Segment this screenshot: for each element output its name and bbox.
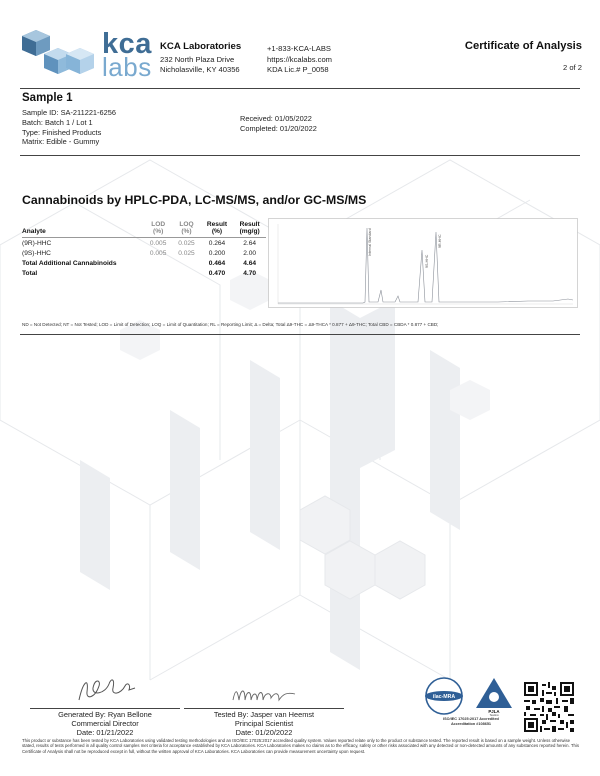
completed-date: Completed: 01/20/2022 (240, 123, 317, 133)
commercial-director-signature-block (30, 672, 180, 738)
column-header-loq: LOQ (%) (179, 221, 194, 235)
legal-disclaimer: This product or substance has been tested by KCA Laboratories using validated testing methodologies and an ISO/IEC 17025:2017 accredited quality system. Values reported relate only to the product or substance tested. The reported result is based on a sample weight. Unless otherwise stated, results of tests performed in all quality control samples met criteria for acceptance established by KCA Laboratories. KCA Laboratories makes no claims as to the efficacy, safety or other risks associated with any detected or non-detected amounts of any substances reported herein. This Certificate of Analysis shall not be reproduced except in full, without the written approval of KCA Laboratories. KCA Laboratories can provide measurement uncertainty upon request. (22, 738, 579, 754)
pjla-logo-icon (472, 676, 516, 716)
page-number: 2 of 2 (563, 63, 582, 72)
total-result-pct: 0.470 (208, 269, 226, 277)
total-result-pct: 0.464 (208, 259, 226, 267)
ilac-mra-text: ilac-MRA (432, 694, 456, 700)
total-result-mg: 4.70 (243, 269, 257, 277)
total-result-mg: 4.64 (243, 259, 257, 267)
sample-divider (20, 155, 580, 156)
column-header-result-pct: Result (%) (206, 221, 228, 235)
result-pct-value: 0.200 (208, 249, 226, 257)
loq-value: 0.025 (178, 249, 195, 257)
sample-dates (240, 114, 317, 134)
loq-value: 0.025 (178, 239, 195, 247)
total-row (22, 268, 266, 278)
lab-address-block (160, 42, 241, 76)
analyte-name: (9R)-HHC (22, 239, 52, 247)
lab-contact-block (267, 44, 332, 76)
signature-image (65, 672, 145, 708)
license-number: KDA Lic.# P_0058 (267, 65, 329, 74)
sample-id: Sample ID: SA-211221-6256 (22, 108, 116, 117)
sample-details (22, 108, 116, 147)
generated-by: Generated By: Ryan Bellone (58, 710, 152, 719)
column-header-analyte: Analyte (22, 228, 46, 235)
accreditation-number: Accreditation #108651 (450, 721, 492, 726)
total-label: Total (22, 269, 38, 277)
sample-type: Type: Finished Products (22, 127, 102, 137)
footnote-divider (20, 334, 580, 335)
address-line-2: Nicholasville, KY 40356 (160, 65, 240, 74)
lod-value: 0.005 (149, 239, 167, 247)
signature-line (30, 708, 180, 709)
cannabinoids-section-title: Cannabinoids by HPLC-PDA, LC-MS/MS, and/or GC-MS/MS (22, 193, 367, 207)
analyte-name: (9S)-HHC (22, 249, 51, 257)
table-row (22, 248, 266, 258)
column-header-lod: LOD (%) (151, 221, 166, 235)
signer-title: Principal Scientist (234, 719, 294, 729)
abbreviations-footnote: ND = Not Detected; NT = Not Tested; LOD = Limit of Detection; LOQ = Limit of Quantitation; RL = Reporting Limit; Δ = Delta; Total Δ9-THC = Δ9-THCA * 0.877 + Δ9-THC; Total CBD = CBDA * 0.877 + CBD; (22, 322, 439, 327)
header-divider (20, 88, 580, 89)
pjla-text: PJLA (488, 709, 500, 714)
column-header-result-mg: Result (mg/g) (239, 221, 260, 235)
lod-value: 0.005 (149, 249, 167, 257)
logo-text-kca: kca (102, 28, 152, 60)
phone-number: +1-833-KCA-LABS (267, 44, 331, 53)
principal-scientist-signature-block (184, 678, 344, 738)
lab-name: KCA Laboratories (160, 41, 242, 52)
accreditation-text (420, 717, 522, 727)
chromatogram-peak-label: 9R-HHC (438, 234, 442, 248)
sample-batch: Batch: Batch 1 / Lot 1 (22, 117, 93, 127)
address-line-1: 232 North Plaza Drive (160, 54, 235, 64)
result-mg-value: 2.64 (243, 239, 257, 247)
kca-labs-logo (14, 30, 154, 82)
signed-date: Date: 01/20/2022 (235, 728, 293, 738)
total-row (22, 258, 266, 268)
cannabinoid-results-table (22, 221, 266, 278)
result-pct-value: 0.264 (208, 239, 226, 247)
document-title: Certificate of Analysis (464, 40, 582, 52)
signature-line (184, 708, 344, 709)
qr-code-icon[interactable] (524, 682, 574, 732)
result-mg-value: 2.00 (243, 249, 257, 257)
chromatogram-peak-label: 9S-HHC (425, 254, 429, 268)
table-row (22, 238, 266, 249)
sample-matrix: Matrix: Edible - Gummy (22, 137, 100, 147)
signature-image (219, 678, 309, 708)
signed-date: Date: 01/21/2022 (76, 728, 134, 738)
received-date: Received: 01/05/2022 (240, 114, 312, 123)
logo-text-labs: labs (102, 52, 152, 82)
cube-logo-icon (14, 30, 96, 82)
pjla-subtext: Testing (489, 713, 499, 716)
chromatogram-peak-label: Internal Standard (368, 228, 372, 256)
website-link[interactable]: https://kcalabs.com (267, 54, 332, 64)
sample-title: Sample 1 (22, 92, 73, 104)
ilac-mra-logo-icon (420, 676, 468, 716)
tested-by: Tested By: Jasper van Heemst (213, 710, 315, 719)
signer-title: Commercial Director (71, 719, 139, 729)
total-label: Total Additional Cannabinoids (22, 259, 117, 267)
accreditation-line: ISO/IEC 17025:2017 Accredited (443, 717, 499, 721)
chromatogram-plot (268, 218, 578, 308)
table-header-row (22, 221, 266, 238)
